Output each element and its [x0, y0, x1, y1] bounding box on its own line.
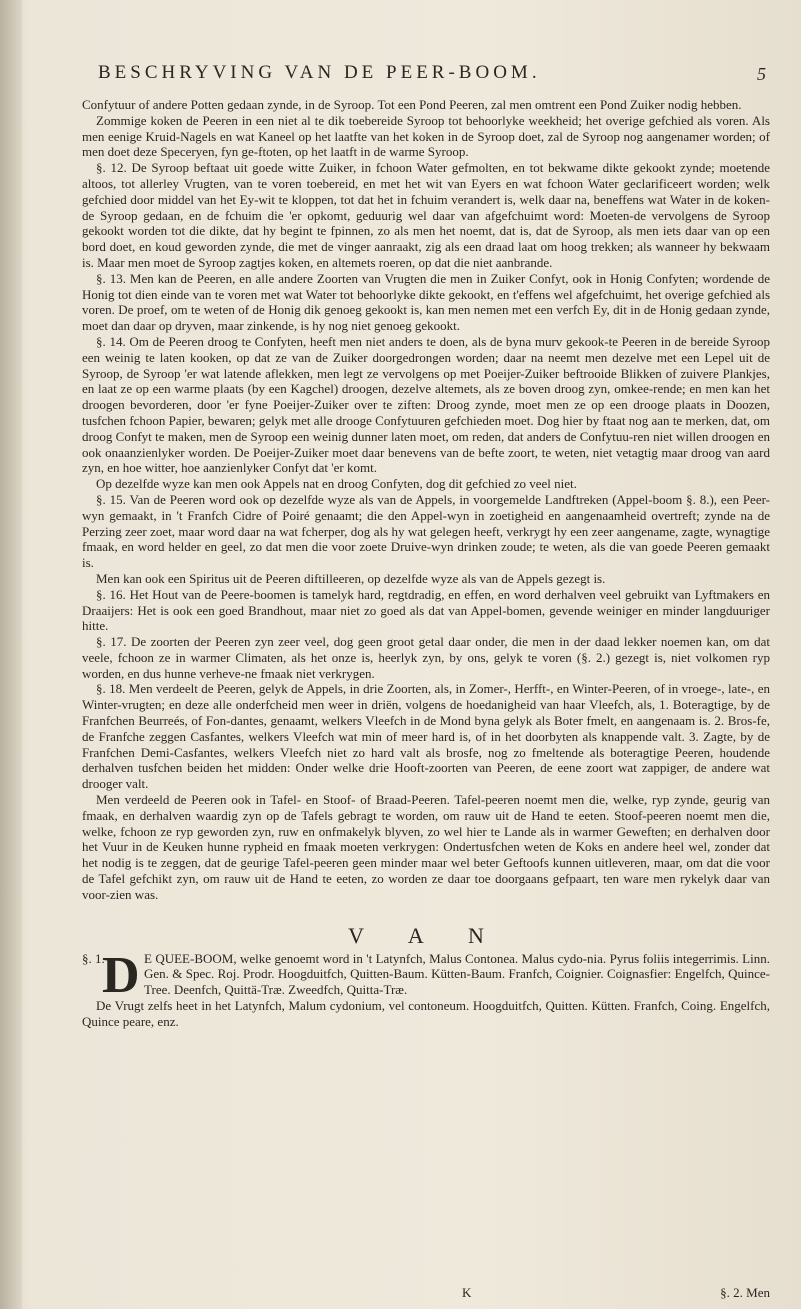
paragraph: §. 14. Om de Peeren droog te Confyten, heeft men niet anders te doen, als de byna murv gekook-te Peeren in de bereide Syroop een weinig te laten kooken, op dat ze van de Zuiker doorgedrongen worden; daar na neemt men dezelve met een Lepel uit de Syroop, de Syroop 'er wat latende aflekken, men legt ze vervolgens op met Poeijer-Zuiker beftrooide Blikken of zuivere Plankjes, en laat ze op een warme plaats (by een Kagchel) droogen, dezelve altemets, als ze boven droog zyn, omkee-rende; en men kan het droogen bevorderen, door 'er fyne Poeijer-Zuiker over te ziften: Droog zynde, moet men ze op een drooge plaats in Doozen, tusfchen fchoon Papier, bewaren; gelyk met alle drooge Confytuuren gefchieden moet. Dog hier by ftaat nog aan te merken, dat, om droog Confyt te maken, men de Syroop een weinig dunner laten moet, om reden, dat anders de Confytuu-ren niet willen droogen en ook onaanzienlyker worden. De Poeijer-Zuiker moet daar benevens van de befte zoort, te weten, niet vetagtig maar droog van aard zyn, en hoe witter, hoe aanzienlyker Confyt dat 'er komt. — [82, 333, 770, 476]
running-title: BESCHRYVING VAN DE PEER-BOOM. — [98, 62, 541, 83]
page-gutter — [0, 0, 22, 1309]
paragraph: Zommige koken de Peeren in een niet al te dik toebereide Syroop tot behoorlyke weekheid; het overige gefchied als voren. Als men eenige Kruid-Nagels en wat Kaneel op het laatfte van het koken in de Syroop doet, zal de Syroop nog aangenamer worden; of men doet deze Speceryen, fyn ge-ftoten, op het laatft in de warme Syroop. — [82, 112, 770, 160]
body-text — [82, 97, 770, 1030]
signature-mark: K — [462, 1285, 472, 1300]
paragraph: Confytuur of andere Potten gedaan zynde, in de Syroop. Tot een Pond Peeren, zal men omtrent een Pond Zuiker nodig hebben. — [82, 97, 742, 112]
entry-paragraph: E QUEE-BOOM, welke genoemt word in 't Latynfch, Malus Contonea. Malus cydo-nia. Pyrus foliis integerrimis. Linn. Gen. & Spec. Roj. Prodr. Hoogduitfch, Quitten-Baum. Kütten-Baum. Franfch, Coignier. Coignasfier: Engelfch, Quince-Tree. Deenfch, Quittä-Træ. Zweedfch, Quitta-Træ. — [144, 950, 770, 998]
page-footer — [82, 1285, 770, 1301]
section-number: §. 1. — [82, 950, 105, 966]
section-heading: V A N — [348, 922, 504, 948]
paragraph: Op dezelfde wyze kan men ook Appels nat en droog Confyten, dog dit gefchied zo veel niet. — [96, 476, 577, 492]
paragraph: §. 18. Men verdeelt de Peeren, gelyk de Appels, in drie Zoorten, als, in Zomer-, Herfft-, en Winter-Peeren, of in vroege-, late-, en Winter-vrugten; en deze alle onderfcheid men weer in driën, volgens de hoedanigheid van haar Vleefch, als, 1. Boteragtige, by de Franfchen Beurreés, of Fon-dantes, genaamt, welkers Vleefch in de Mond byna gelyk als Boter fmelt, en aangenaam is. 2. Bros-fe, de Franfche zeggen Casfantes, welkers Vleefch wat min of meer hard is, of in het doorbyten als knappende valt. 3. Zagte, by de Franfchen Demi-Casfantes, welkers Vleefch niet zo hard valt als brosfe, nog zo fmeltende als boteragtige Peeren, houdende derhalven tusfchen beiden het midden: Onder welke drie Hooft-zoorten van Peeren, de eene zoort wat zappiger, de andere wat drooger valt. — [82, 681, 770, 792]
paragraph: §. 15. Van de Peeren word ook op dezelfde wyze als van de Appels, in voorgemelde Landftreken (Appel-boom §. 8.), een Peer-wyn gemaakt, in 't Franfch Cidre of Poiré genaamt; die den Appel-wyn in zoetigheid en aangenaamheid overtreft; zynde na de Perzing zeer zoet, maar word daar na wat fcherper, dog als hy wat gelegen heeft, verkrygt hy een zeer aangename, zagte, wynagtige fmaak, en word helder en geel, zo dat men die voor zoete Druive-wyn drinken zoude; te weten, als die van goede Peeren gemaakt is. — [82, 491, 770, 571]
running-header — [98, 62, 770, 88]
paragraph: §. 17. De zoorten der Peeren zyn zeer veel, dog geen groot getal daar onder, die men in der daad lekker noemen kan, om dat veele, fchoon ze in warmer Climaten, als het onze is, heerlyk zyn, by ons, gelyk te voren (§. 2.) gezegt is, niet volkomen ryp worden, en dus hunne verheve-ne fmaak niet verkrygen. — [82, 634, 770, 681]
entry-paragraph: De Vrugt zelfs heet in het Latynfch, Malum cydonium, vel contoneum. Hoogduitfch, Quitten. Kütten. Franfch, Coing. Engelfch, Quince peare, enz. — [82, 998, 770, 1029]
paragraph: §. 12. De Syroop beftaat uit goede witte Zuiker, in fchoon Water gefmolten, en tot bekwame dikte gekookt zynde; moetende altoos, tot allerley Vrugten, van te voren toebereid, en met het wit van Eyers en wat fchoon Water geclarificeert worden; welk gefchied door middel van het Ey-wit te kloppen, tot dat het in fchuim verandert is, welk daar na, beneffens wat Water in de koken-de Syroop gedaan, en de fchuim die 'er opkomt, geduurig wel daar van afgefchuimt word: Moeten-de vervolgens de Syroop gekookt worden tot die dikte, dat hy begint te fpinnen, zo als men het noemt, dat is, dat de Syroop, als men iets daar van op een bord doet, en koud geworden zynde, die met de vinger aanraakt, zig als een draad laat om hoog trekken; als wanneer hy bekwaam is. Maar men moet de Syroop zagtjes koken, en altemets roeren, op dat die niet aanbrande. — [82, 160, 770, 270]
page-number: 5 — [757, 64, 770, 84]
quince-entry — [82, 946, 770, 1030]
paragraph: Men verdeeld de Peeren ook in Tafel- en Stoof- of Braad-Peeren. Tafel-peeren noemt men die, welke, ryp zynde, geurig van fmaak, en derhalven waardig zyn op de Tafels gebragt te worden, om rauw uit de Hand te eeten. Stoof-peeren noemt men die, welke, fchoon ze ryp geworden zyn, ruw en onfmakelyk blyven, zo wel hier te Lande als in warmer Geweften; en derhalven door het Vuur in de Keuken hunne rypheid en fmaak moeten verkrygen: Ondertusfchen weten de Koks en andere heel wel, zonder dat het nodig is te zeggen, dat de geurige Tafel-peeren geen minder maar wel beter Geftoofs kunnen uitleveren, maar, om dat die voor de Tafel gefchikt zyn, om rauw uit de Hand te eeten, zo worden ze daar toe doorgaans gefpaart, ten ware men rykelyk daar van voor-zien was. — [82, 792, 770, 902]
paragraph: §. 16. Het Hout van de Peere-boomen is tamelyk hard, regtdradig, en effen, en word derhalven veel gebruikt van Lyftmakers en Draaijers: Het is ook een goed Brandhout, maar niet zo goed als dat van Appel-bomen, gevende weiniger en minder langduuriger hitte. — [82, 586, 770, 634]
paragraph: §. 13. Men kan de Peeren, en alle andere Zoorten van Vrugten die men in Zuiker Confyt, ook in Honig Confyten; wordende de Honig tot dien einde van te voren met wat Water tot behoorlyke dikte gekookt, en t'effens wel afgefchuimt, het overige gefchied als voren. De proef, om te weten of de Honig dik genoeg gekookt is, kan men nemen met een verfch Ey, dit in de Honig gedaan zynde, moet dan daar op dryven, maar zinkende, is hy nog niet genoeg gekookt. — [82, 270, 770, 334]
paragraph: Men kan ook een Spiritus uit de Peeren diftilleeren, op dezelfde wyze als van de Appels gezegt is. — [96, 570, 606, 586]
catchword: §. 2. Men — [720, 1285, 770, 1300]
drop-cap: D — [102, 946, 140, 1004]
